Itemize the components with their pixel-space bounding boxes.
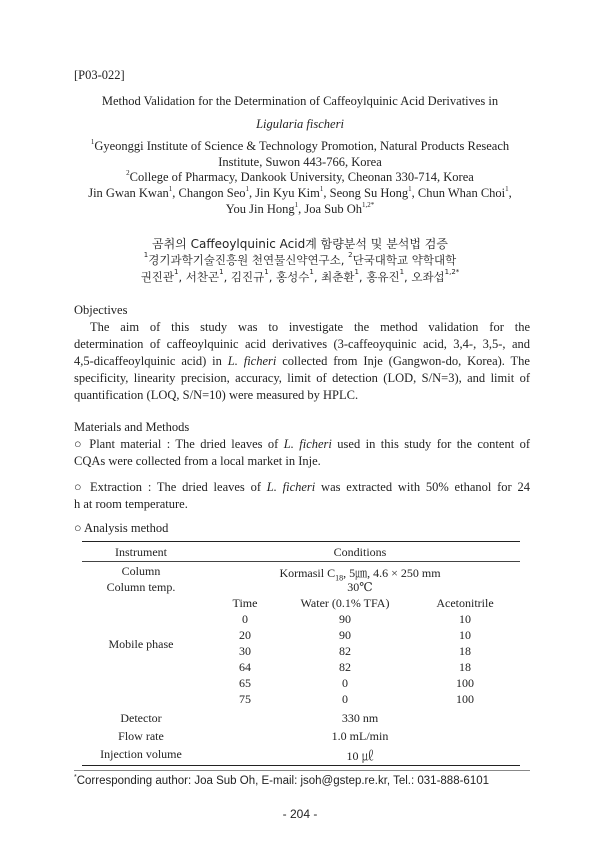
mp-cell-acetonitrile: 18 bbox=[459, 644, 471, 658]
korean-author-marker: 1 bbox=[354, 268, 359, 276]
row-label-column: Column bbox=[121, 564, 161, 578]
footnote bbox=[74, 775, 489, 787]
mp-cell-acetonitrile: 10 bbox=[459, 628, 471, 642]
korean-author: , 홍유진 bbox=[358, 270, 400, 284]
mp-cell-water: 82 bbox=[339, 644, 351, 658]
korean-author: , 김진규 bbox=[223, 270, 265, 284]
table-top-rule bbox=[82, 541, 520, 542]
affiliation-1-line-2: Institute, Suwon 443-766, Korea bbox=[218, 155, 382, 169]
mp-cell-water: 90 bbox=[339, 612, 351, 626]
mp-cell-water: 90 bbox=[339, 628, 351, 642]
footnote-text: Corresponding author: Joa Sub Oh, E-mail: jsoh@gstep.re.kr, Tel.: 031-888-6101 bbox=[76, 775, 490, 787]
row-label-flow-rate: Flow rate bbox=[118, 729, 164, 743]
aff1-marker: 1 bbox=[90, 138, 95, 146]
row-value-temp: 30℃ bbox=[347, 580, 373, 594]
mp-cell-water: 82 bbox=[339, 660, 351, 674]
mp-cell-time: 64 bbox=[239, 660, 251, 674]
mp-cell-time: 75 bbox=[239, 692, 251, 706]
mp-header-water: Water (0.1% TFA) bbox=[300, 596, 390, 610]
mp-cell-time: 0 bbox=[242, 612, 248, 626]
mp-cell-acetonitrile: 10 bbox=[459, 612, 471, 626]
table-bottom-rule bbox=[82, 765, 520, 766]
author-marker: 1 bbox=[505, 185, 509, 193]
korean-author-marker: 1 bbox=[264, 268, 269, 276]
mp-cell-water: 0 bbox=[342, 692, 348, 706]
mp-header-time: Time bbox=[232, 596, 258, 610]
mp-cell-acetonitrile: 100 bbox=[456, 676, 474, 690]
mp-cell-acetonitrile: 18 bbox=[459, 660, 471, 674]
analysis-heading: ○ Analysis method bbox=[74, 521, 169, 535]
objectives-line: quantification (LOQ, S/N=10) were measured by HPLC. bbox=[74, 388, 359, 402]
author-separator: , bbox=[508, 186, 512, 200]
mp-cell-time: 30 bbox=[239, 644, 251, 658]
korean-aff-text: 경기과학기술진흥원 천연물신약연구소, bbox=[148, 253, 349, 267]
author-name: , Jin Kyu Kim bbox=[249, 186, 320, 200]
mp-cell-time: 65 bbox=[239, 676, 251, 690]
plant-material-line bbox=[74, 437, 530, 452]
page-number: - 204 - bbox=[282, 807, 318, 821]
methods-heading: Materials and Methods bbox=[74, 420, 190, 434]
mp-cell-acetonitrile: 100 bbox=[456, 692, 474, 706]
aff1-text: Gyeonggi Institute of Science & Technology Promotion, Natural Products Reseach bbox=[94, 139, 510, 153]
author-marker: 1 bbox=[408, 185, 412, 193]
author-name: , Seong Su Hong bbox=[323, 186, 409, 200]
korean-author-marker: 1 bbox=[219, 268, 224, 276]
korean-author-marker: 1 bbox=[399, 268, 405, 276]
author-name: , Changon Seo bbox=[172, 186, 246, 200]
korean-author-marker: 1 bbox=[309, 268, 314, 276]
objectives-heading: Objectives bbox=[74, 303, 128, 317]
korean-author: , 서찬곤 bbox=[178, 270, 220, 284]
objectives-line: specificity, linearity precision, accuracy, limit of detection (LOD, S/N=3), and limit of bbox=[74, 371, 530, 385]
korean-aff-text: 단국대학교 약학대학 bbox=[352, 253, 457, 267]
korean-title: 곰취의 Caffeoylquinic Acid계 함량분석 및 분석법 검증 bbox=[152, 237, 448, 251]
mp-cell-water: 0 bbox=[342, 676, 348, 690]
author-marker: 1 bbox=[319, 185, 324, 193]
author-marker: 1,2* bbox=[362, 201, 375, 209]
korean-affiliation bbox=[0, 252, 600, 268]
row-label-temp: Column temp. bbox=[106, 580, 176, 594]
author-name: , Joa Sub Oh bbox=[298, 202, 363, 216]
paper-id: [P03-022] bbox=[74, 68, 125, 82]
objectives-line bbox=[74, 354, 530, 369]
author-name: , Chun Whan Choi bbox=[411, 186, 506, 200]
species-name: L. ficheri bbox=[283, 437, 332, 451]
column-spec: , 5㎛, 4.6 × 250 mm bbox=[343, 566, 441, 580]
extraction-line: h at room temperature. bbox=[74, 497, 188, 511]
plant-material-line: CQAs were collected from a local market in Inje. bbox=[74, 454, 321, 468]
extraction-text: ○ Extraction : The dried leaves of bbox=[74, 480, 267, 494]
species-name: L. ficheri bbox=[227, 354, 277, 368]
plant-text: ○ Plant material : The dried leaves of bbox=[74, 437, 284, 451]
row-value-detector: 330 nm bbox=[341, 711, 379, 725]
korean-author: , 오좌섭 bbox=[404, 270, 445, 284]
plant-text: used in this study for the content of bbox=[331, 437, 530, 451]
objectives-line: The aim of this study was to investigate the method validation for the bbox=[90, 320, 530, 334]
row-label-mobile-phase: Mobile phase bbox=[108, 637, 174, 651]
affiliation-1-line-1 bbox=[0, 139, 600, 154]
author-name: You Jin Hong bbox=[225, 202, 295, 216]
author-marker: 1 bbox=[245, 185, 250, 193]
title-line-1: Method Validation for the Determination of Caffeoylquinic Acid Derivatives in bbox=[101, 94, 499, 108]
korean-author-marker: 1 bbox=[174, 268, 179, 276]
korean-authors bbox=[0, 269, 600, 285]
row-label-injection-volume: Injection volume bbox=[100, 747, 182, 761]
korean-aff-marker: 1 bbox=[143, 251, 149, 259]
objectives-line: determination of caffeoylquinic acid derivatives (3-caffeoyquinic acid, 3,4-, 3,5-, and bbox=[74, 337, 530, 351]
footnote-marker: * bbox=[74, 774, 77, 781]
row-label-detector: Detector bbox=[120, 711, 162, 725]
aff2-marker: 2 bbox=[126, 169, 130, 177]
authors-line-2 bbox=[0, 202, 600, 217]
aff2-text: College of Pharmacy, Dankook University, Cheonan 330-714, Korea bbox=[129, 170, 474, 184]
objectives-text: 4,5-dicaffeoylquinic acid) in bbox=[74, 354, 228, 368]
objectives-text: collected from Inje (Gangwon-do, Korea). The bbox=[276, 354, 530, 368]
korean-author: 권진관 bbox=[140, 270, 175, 284]
korean-author-marker: 1,2* bbox=[444, 268, 460, 276]
table-header-rule bbox=[82, 561, 520, 562]
author-name: Jin Gwan Kwan bbox=[88, 186, 169, 200]
species-name: L. ficheri bbox=[266, 480, 316, 494]
col-header-conditions: Conditions bbox=[333, 545, 387, 559]
extraction-text: was extracted with 50% ethanol for 24 bbox=[315, 480, 530, 494]
author-marker: 1 bbox=[168, 185, 173, 193]
extraction-line bbox=[74, 480, 530, 495]
mp-cell-time: 20 bbox=[239, 628, 251, 642]
col-header-instrument: Instrument bbox=[115, 545, 167, 559]
korean-author: , 최춘환 bbox=[313, 270, 355, 284]
column-subscript: 18 bbox=[335, 573, 344, 583]
authors-line-1 bbox=[0, 186, 600, 201]
korean-aff-marker: 2 bbox=[348, 251, 353, 259]
footnote-rule bbox=[74, 770, 530, 771]
author-marker: 1 bbox=[294, 201, 299, 209]
row-value-injection-volume: 10 ㎕ bbox=[346, 749, 374, 763]
title-line-2: Ligularia fischeri bbox=[256, 117, 344, 131]
column-name: Kormasil C bbox=[279, 566, 336, 580]
mp-header-acetonitrile: Acetonitrile bbox=[436, 596, 494, 610]
row-value-flow-rate: 1.0 mL/min bbox=[331, 729, 389, 743]
korean-author: , 홍성수 bbox=[268, 270, 310, 284]
affiliation-2 bbox=[0, 170, 600, 185]
